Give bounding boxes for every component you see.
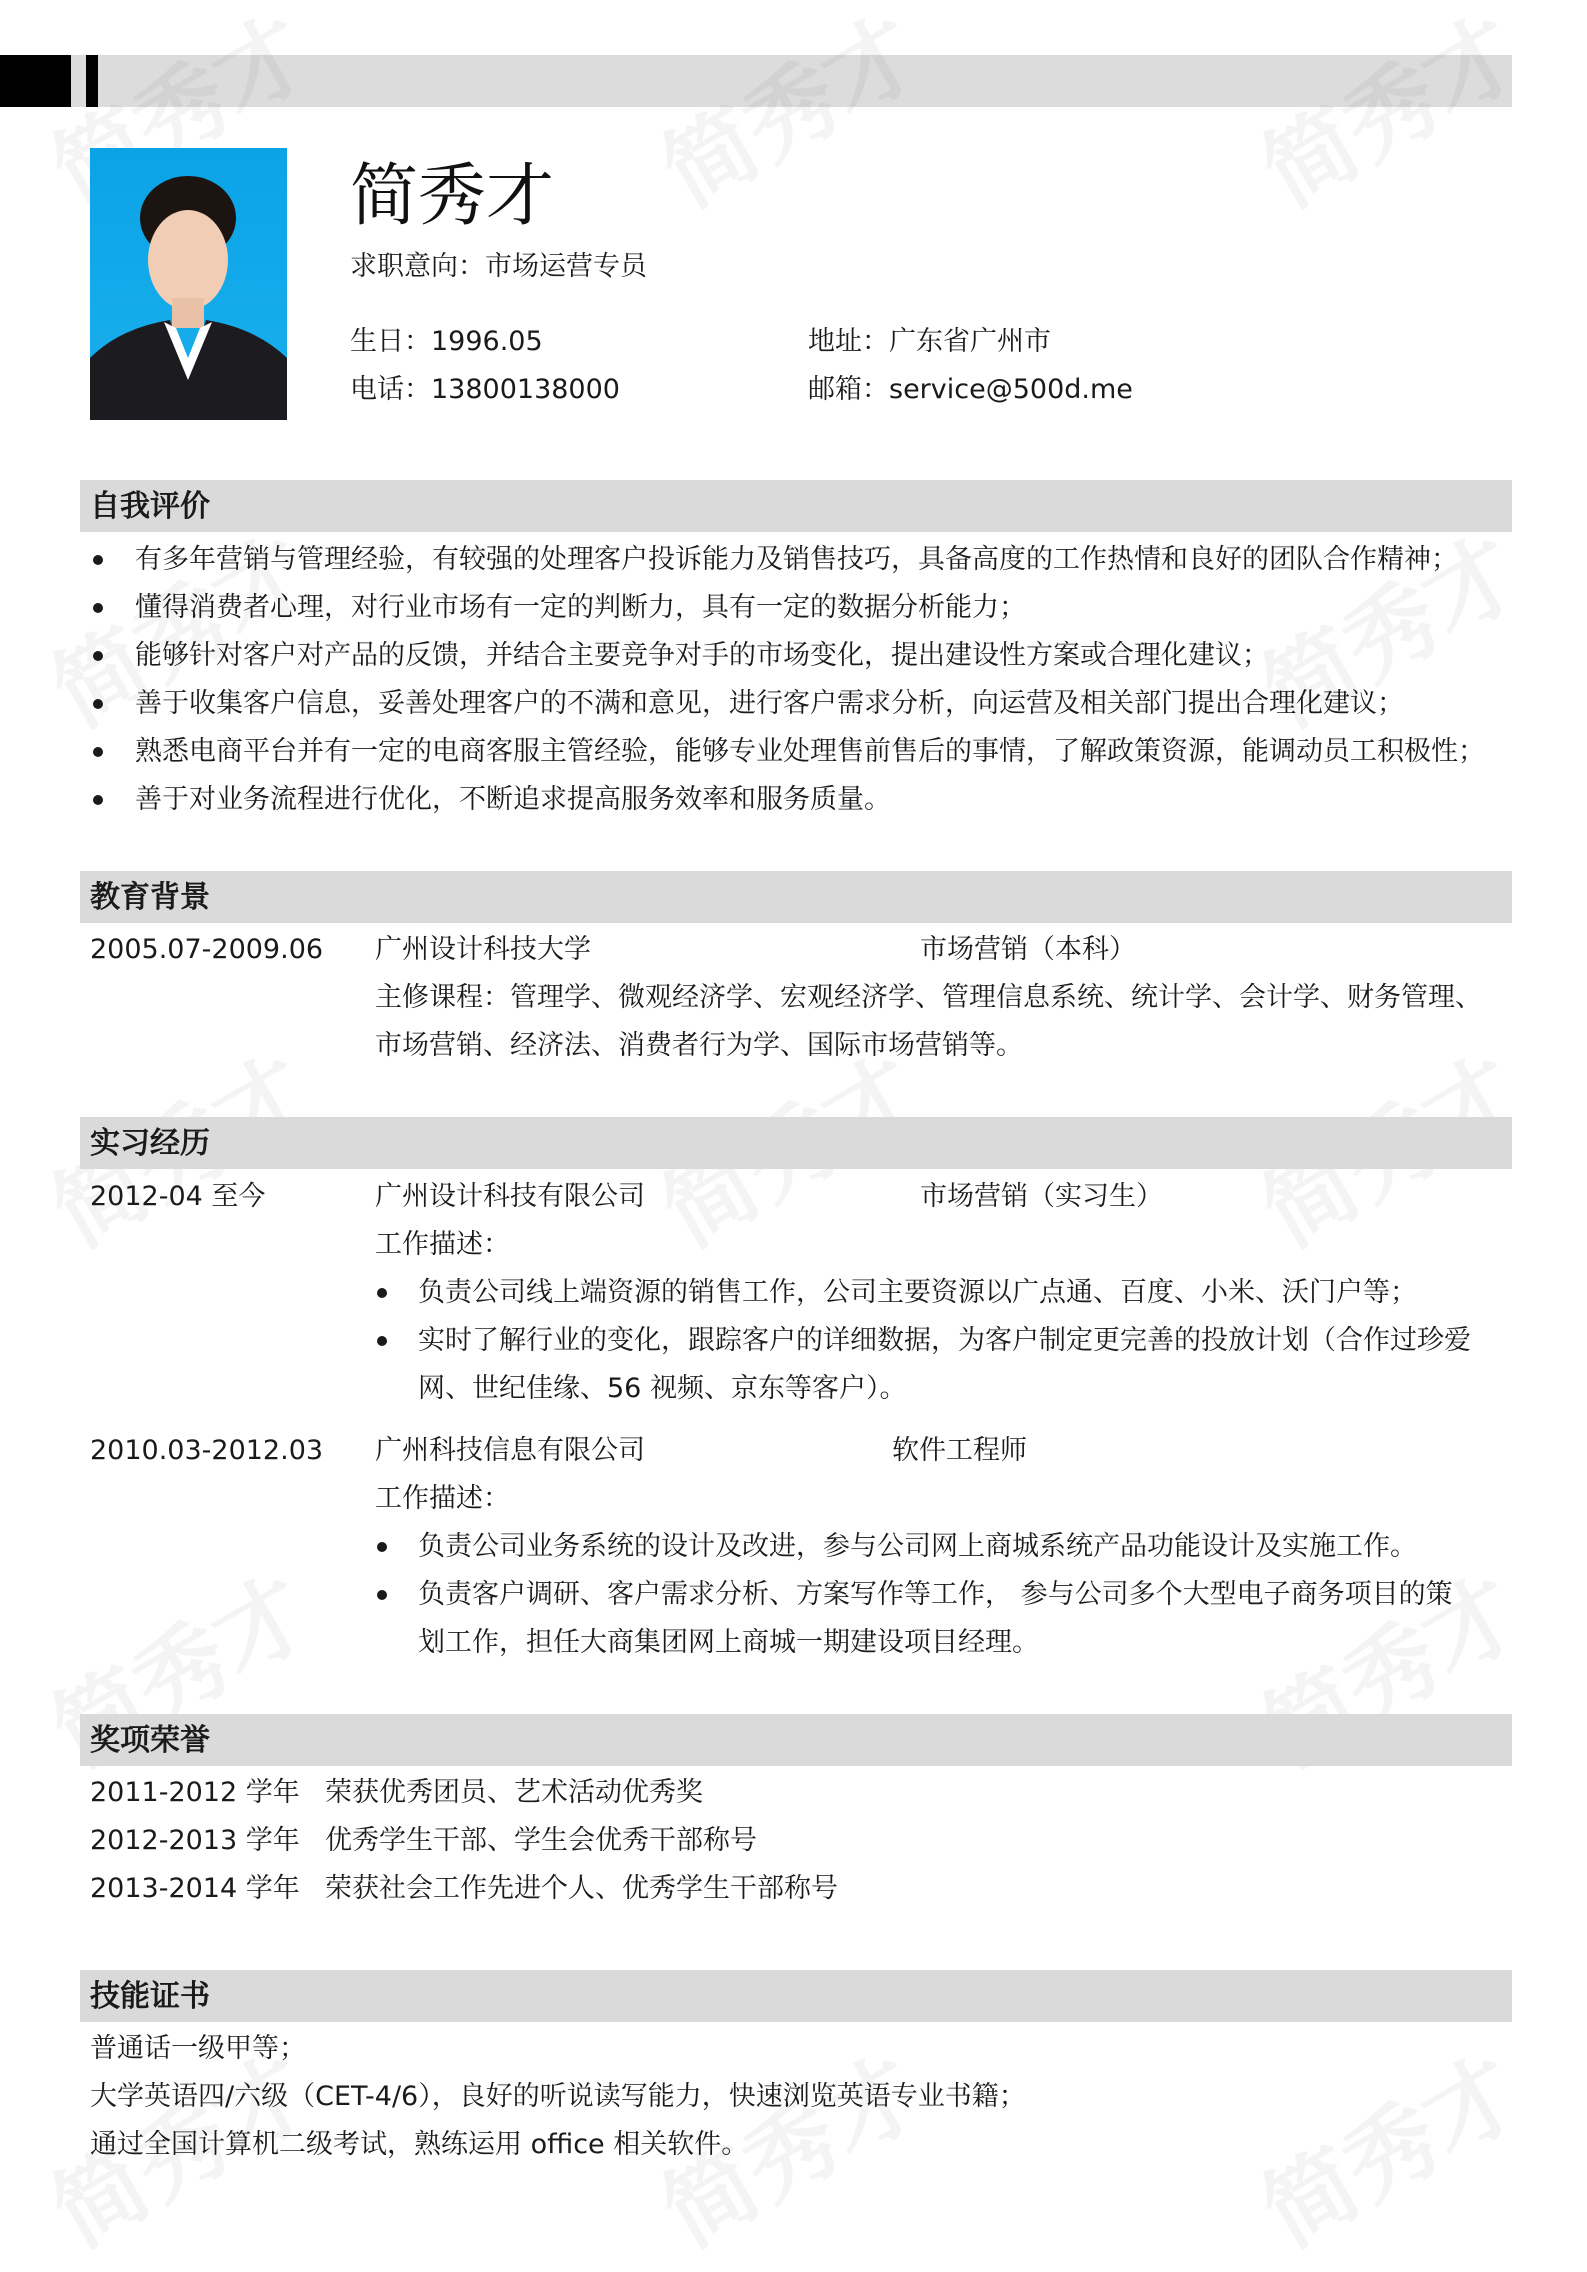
self-eval-item: 熟悉电商平台并有一定的电商客服主管经验，能够专业处理售前售后的事情，了解政策资源，能调动员工积极性； <box>135 736 1485 767</box>
job-desc-item: 实时了解行业的变化，跟踪客户的详细数据，为客户制定更完善的投放计划（合作过珍爱 <box>418 1325 1471 1356</box>
bullet-icon <box>93 651 103 661</box>
self-eval-item: 善于对业务流程进行优化，不断追求提高服务效率和服务质量。 <box>135 784 891 815</box>
education-period: 2005.07-2009.06 <box>90 934 324 965</box>
bullet-icon <box>377 1542 387 1552</box>
skill-item: 普通话一级甲等； <box>90 2033 306 2064</box>
award-text: 荣获社会工作先进个人、优秀学生干部称号 <box>325 1873 838 1904</box>
candidate-name: 简秀才 <box>350 157 555 236</box>
job-role: 市场营销（实习生） <box>920 1181 1163 1212</box>
top-bar-gray <box>0 55 1512 107</box>
section-title: 实习经历 <box>90 1126 210 1161</box>
section-header-education <box>80 871 1512 923</box>
job-period: 2010.03-2012.03 <box>90 1435 324 1466</box>
award-text: 荣获优秀团员、艺术活动优秀奖 <box>325 1777 703 1808</box>
bullet-icon <box>93 603 103 613</box>
address-info: 地址：广东省广州市 <box>808 326 1051 357</box>
education-courses: 市场营销、经济法、消费者行为学、国际市场营销等。 <box>375 1030 1023 1061</box>
award-year: 2011-2012 学年 <box>90 1777 300 1808</box>
education-courses: 主修课程：管理学、微观经济学、宏观经济学、管理信息系统、统计学、会计学、财务管理、 <box>375 982 1482 1013</box>
section-title: 奖项荣誉 <box>90 1723 210 1758</box>
phone-info: 电话：13800138000 <box>350 374 620 405</box>
self-eval-item: 善于收集客户信息，妥善处理客户的不满和意见，进行客户需求分析，向运营及相关部门提出合理化建议； <box>135 688 1404 719</box>
job-desc-label: 工作描述： <box>375 1229 510 1260</box>
job-company: 广州设计科技有限公司 <box>375 1181 645 1212</box>
job-desc-item: 划工作，担任大商集团网上商城一期建设项目经理。 <box>418 1627 1039 1658</box>
bullet-icon <box>93 747 103 757</box>
self-eval-item: 有多年营销与管理经验，有较强的处理客户投诉能力及销售技巧，具备高度的工作热情和良好的团队合作精神； <box>135 544 1458 575</box>
job-desc-item: 负责客户调研、客户需求分析、方案写作等工作， 参与公司多个大型电子商务项目的策 <box>418 1579 1453 1610</box>
job-desc-item: 网、世纪佳缘、56 视频、京东等客户）。 <box>418 1373 907 1404</box>
section-header-awards <box>80 1714 1512 1766</box>
top-bar-black-block <box>0 55 71 107</box>
section-header-internship <box>80 1117 1512 1169</box>
skill-item: 大学英语四/六级（CET-4/6），良好的听说读写能力，快速浏览英语专业书籍； <box>90 2081 1026 2112</box>
section-header-skills <box>80 1970 1512 2022</box>
job-desc-item: 负责公司线上端资源的销售工作，公司主要资源以广点通、百度、小米、沃门户等； <box>418 1277 1417 1308</box>
watermark <box>635 0 940 232</box>
award-text: 优秀学生干部、学生会优秀干部称号 <box>325 1825 757 1856</box>
job-company: 广州科技信息有限公司 <box>375 1435 645 1466</box>
section-header-self-eval <box>80 480 1512 532</box>
bullet-icon <box>377 1288 387 1298</box>
portrait-illustration <box>90 148 287 420</box>
job-role: 软件工程师 <box>892 1435 1027 1466</box>
bullet-icon <box>93 555 103 565</box>
self-eval-item: 能够针对客户对产品的反馈，并结合主要竞争对手的市场变化，提出建设性方案或合理化建议； <box>135 640 1269 671</box>
job-desc-item: 负责公司业务系统的设计及改进，参与公司网上商城系统产品功能设计及实施工作。 <box>418 1531 1417 1562</box>
watermark <box>1235 0 1540 232</box>
award-year: 2012-2013 学年 <box>90 1825 300 1856</box>
top-decor-bar <box>0 55 1587 107</box>
birth-info: 生日：1996.05 <box>350 326 543 357</box>
job-intent: 求职意向：市场运营专员 <box>350 251 647 282</box>
skill-item: 通过全国计算机二级考试，熟练运用 office 相关软件。 <box>90 2129 749 2160</box>
job-desc-label: 工作描述： <box>375 1483 510 1514</box>
award-year: 2013-2014 学年 <box>90 1873 300 1904</box>
bullet-icon <box>377 1336 387 1346</box>
section-title: 教育背景 <box>90 880 210 915</box>
bullet-icon <box>377 1590 387 1600</box>
watermark <box>1235 2020 1540 2272</box>
self-eval-item: 懂得消费者心理，对行业市场有一定的判断力，具有一定的数据分析能力； <box>135 592 1026 623</box>
email-info: 邮箱：service@500d.me <box>808 374 1133 405</box>
job-period: 2012-04 至今 <box>90 1181 266 1212</box>
bullet-icon <box>93 795 103 805</box>
bullet-icon <box>93 699 103 709</box>
top-bar-black-stripe <box>86 55 98 107</box>
section-title: 技能证书 <box>90 1979 210 2014</box>
section-title: 自我评价 <box>90 489 210 524</box>
education-school: 广州设计科技大学 <box>375 934 591 965</box>
education-major: 市场营销（本科） <box>920 934 1136 965</box>
profile-photo <box>90 148 287 420</box>
